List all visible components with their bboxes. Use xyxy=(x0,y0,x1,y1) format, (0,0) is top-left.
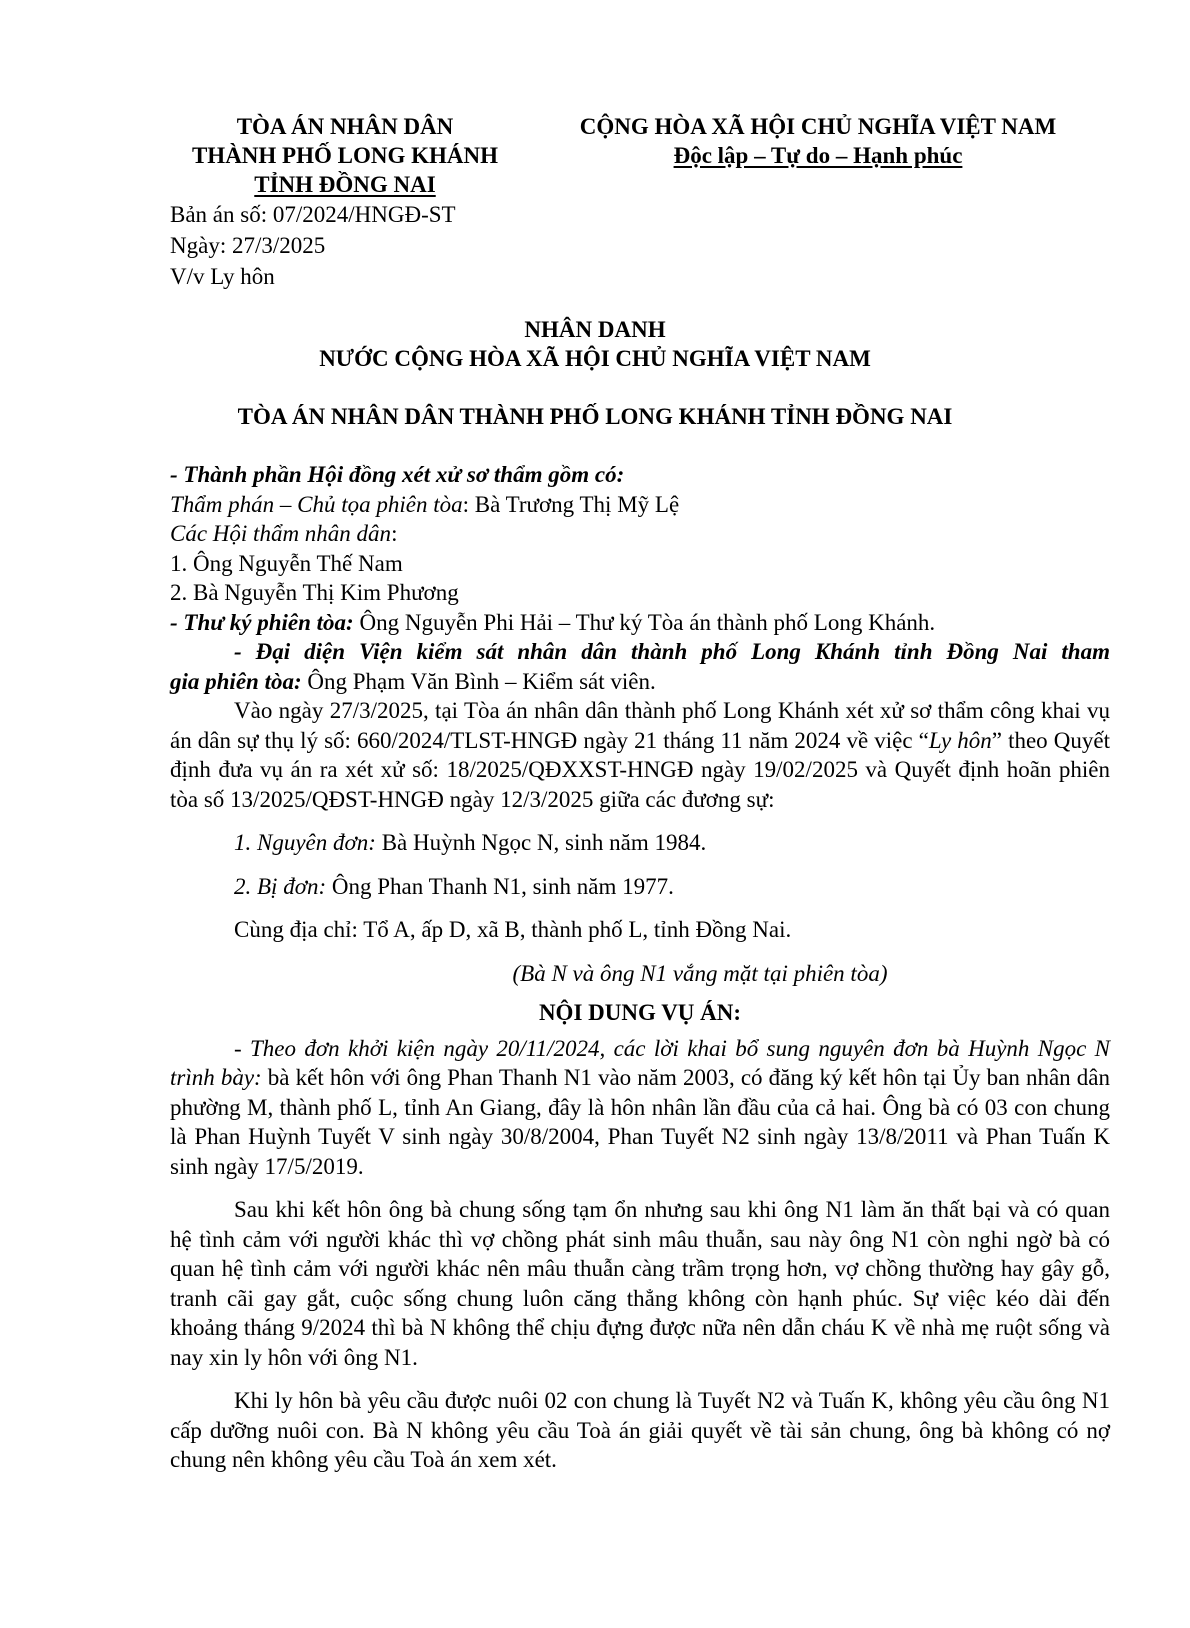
national-header xyxy=(533,112,1103,170)
national-motto: Độc lập – Tự do – Hạnh phúc xyxy=(673,143,963,168)
case-subject: V/v Ly hôn xyxy=(170,264,275,289)
title-line1: NHÂN DANH xyxy=(524,317,666,342)
procuracy-line-a xyxy=(170,637,1110,667)
judge-line xyxy=(170,490,1110,520)
content-text-1: bà kết hôn với ông Phan Thanh N1 vào năm 2003, có đăng ký kết hôn tại Ủy ban nhân dân phường M, thành phố L, tỉnh An Giang, đây là hôn nhân lần đầu của cả hai. Ông bà có 03 con chung là Phan Huỳnh Tuyết V sinh ngày 30/8/2004, Phan Tuyết N2 sinh ngày 13/8/2011 và Phan Tuấn K sinh ngày 17/5/2019. xyxy=(170,1065,1110,1179)
country-name: CỘNG HÒA XÃ HỘI CHỦ NGHĨA VIỆT NAM xyxy=(579,114,1057,139)
procuracy-label-b: gia phiên tòa: xyxy=(170,668,302,694)
defendant-label: 2. Bị đơn: xyxy=(234,873,327,899)
content-paragraph-3: Khi ly hôn bà yêu cầu được nuôi 02 con chung là Tuyết N2 và Tuấn K, không yêu cầu ông N1 cấp dưỡng nuôi con. Bà N không yêu cầu Toà án giải quyết về tài sản chung, ông bà không có nợ chung nên không yêu cầu Toà án xem xét. xyxy=(170,1388,1110,1472)
assessors-line xyxy=(170,519,1110,549)
court-name-line1: TÒA ÁN NHÂN DÂN xyxy=(236,114,454,139)
intro-paragraph xyxy=(170,696,1110,814)
judgment-body xyxy=(170,460,1110,1475)
court-header xyxy=(165,112,525,199)
content-heading: NỘI DUNG VỤ ÁN: xyxy=(538,1000,742,1025)
clerk-name: Ông Nguyễn Phi Hải – Thư ký Tòa án thành phố Long Khánh. xyxy=(353,609,936,635)
title-line2: NƯỚC CỘNG HÒA XÃ HỘI CHỦ NGHĨA VIỆT NAM xyxy=(319,346,871,371)
judge-label: Thẩm phán – Chủ tọa phiên tòa xyxy=(170,491,463,517)
procuracy-line-b xyxy=(170,667,1110,697)
judge-name: : Bà Trương Thị Mỹ Lệ xyxy=(462,491,680,517)
clerk-label: - Thư ký phiên tòa: xyxy=(170,609,354,635)
court-name-line3: TỈNH ĐỒNG NAI xyxy=(254,172,436,197)
court-name-line2: THÀNH PHỐ LONG KHÁNH xyxy=(191,143,499,168)
address-line: Cùng địa chỉ: Tổ A, ấp D, xã B, thành phố L, tỉnh Đồng Nai. xyxy=(234,917,792,942)
plaintiff-line xyxy=(170,828,1110,858)
panel-heading: - Thành phần Hội đồng xét xử sơ thẩm gồm có: xyxy=(170,462,625,487)
case-number: Bản án số: 07/2024/HNGĐ-ST xyxy=(170,202,456,227)
assessor-1: 1. Ông Nguyễn Thế Nam xyxy=(170,550,403,576)
assessors-colon: : xyxy=(391,521,398,546)
absence-note xyxy=(170,959,1110,989)
plaintiff-label: 1. Nguyên đơn: xyxy=(234,830,376,855)
intro-case-type: Ly hôn xyxy=(928,727,992,753)
assessor-2: 2. Bà Nguyễn Thị Kim Phương xyxy=(170,580,459,605)
clerk-line xyxy=(170,608,1110,638)
defendant-line xyxy=(170,872,1110,902)
defendant-name: Ông Phan Thanh N1, sinh năm 1977. xyxy=(326,873,674,899)
plaintiff-name: Bà Huỳnh Ngọc N, sinh năm 1984. xyxy=(375,830,707,855)
case-date: Ngày: 27/3/2025 xyxy=(170,233,326,258)
assessors-label: Các Hội thẩm nhân dân xyxy=(170,521,392,546)
procuracy-name: Ông Phạm Văn Bình – Kiểm sát viên. xyxy=(301,668,656,694)
content-paragraph-2: Sau khi kết hôn ông bà chung sống tạm ổn nhưng sau khi ông N1 làm ăn thất bại và có quan hệ tình cảm với người khác thì vợ chồng phát sinh mâu thuẫn, sau này ông N1 còn nghi ngờ bà có quan hệ tình cảm với người khác nên mâu thuẫn càng trầm trọng hơn, vợ chồng thường hay gây gỗ, tranh cãi gay gắt, cuộc sống chung luôn căng thẳng không còn hạnh phúc. Sự việc kéo dài đến khoảng tháng 9/2024 thì bà N không thể chịu đựng được nữa nên dẫn cháu K về nhà mẹ ruột sống và nay xin ly hôn với ông N1. xyxy=(170,1197,1110,1370)
intro-text-a: Vào ngày 27/3/2025, tại Tòa án nhân dân thành phố Long Khánh xét xử sơ thẩm công khai vụ án dân sự thụ lý số: 660/2024/TLST-HNGĐ ngày 21 tháng 11 năm 2024 về việc “ xyxy=(170,698,1110,753)
absence-text: (Bà N và ông N1 vắng mặt tại phiên tòa) xyxy=(512,960,888,986)
content-paragraph-1 xyxy=(170,1034,1110,1182)
court-title: TÒA ÁN NHÂN DÂN THÀNH PHỐ LONG KHÁNH TỈNH ĐỒNG NAI xyxy=(237,404,953,429)
procuracy-label-a: - Đại diện Viện kiểm sát nhân dân thành phố Long Khánh tỉnh Đồng Nai tham xyxy=(234,639,1110,664)
content-intro: - Theo đơn khởi kiện ngày 20/11/2024, các lời khai bổ sung nguyên đơn bà Huỳnh Ngọc N trình bày: xyxy=(170,1035,1110,1090)
intro-text-b: ” theo Quyết định đưa vụ án ra xét xử số: 18/2025/QĐXXST-HNGĐ ngày 19/02/2025 và Quyết định hoãn phiên tòa số 13/2025/QĐST-HNGĐ ngày 12/3/2025 giữa các đương sự: xyxy=(170,727,1110,812)
case-meta xyxy=(170,199,456,292)
